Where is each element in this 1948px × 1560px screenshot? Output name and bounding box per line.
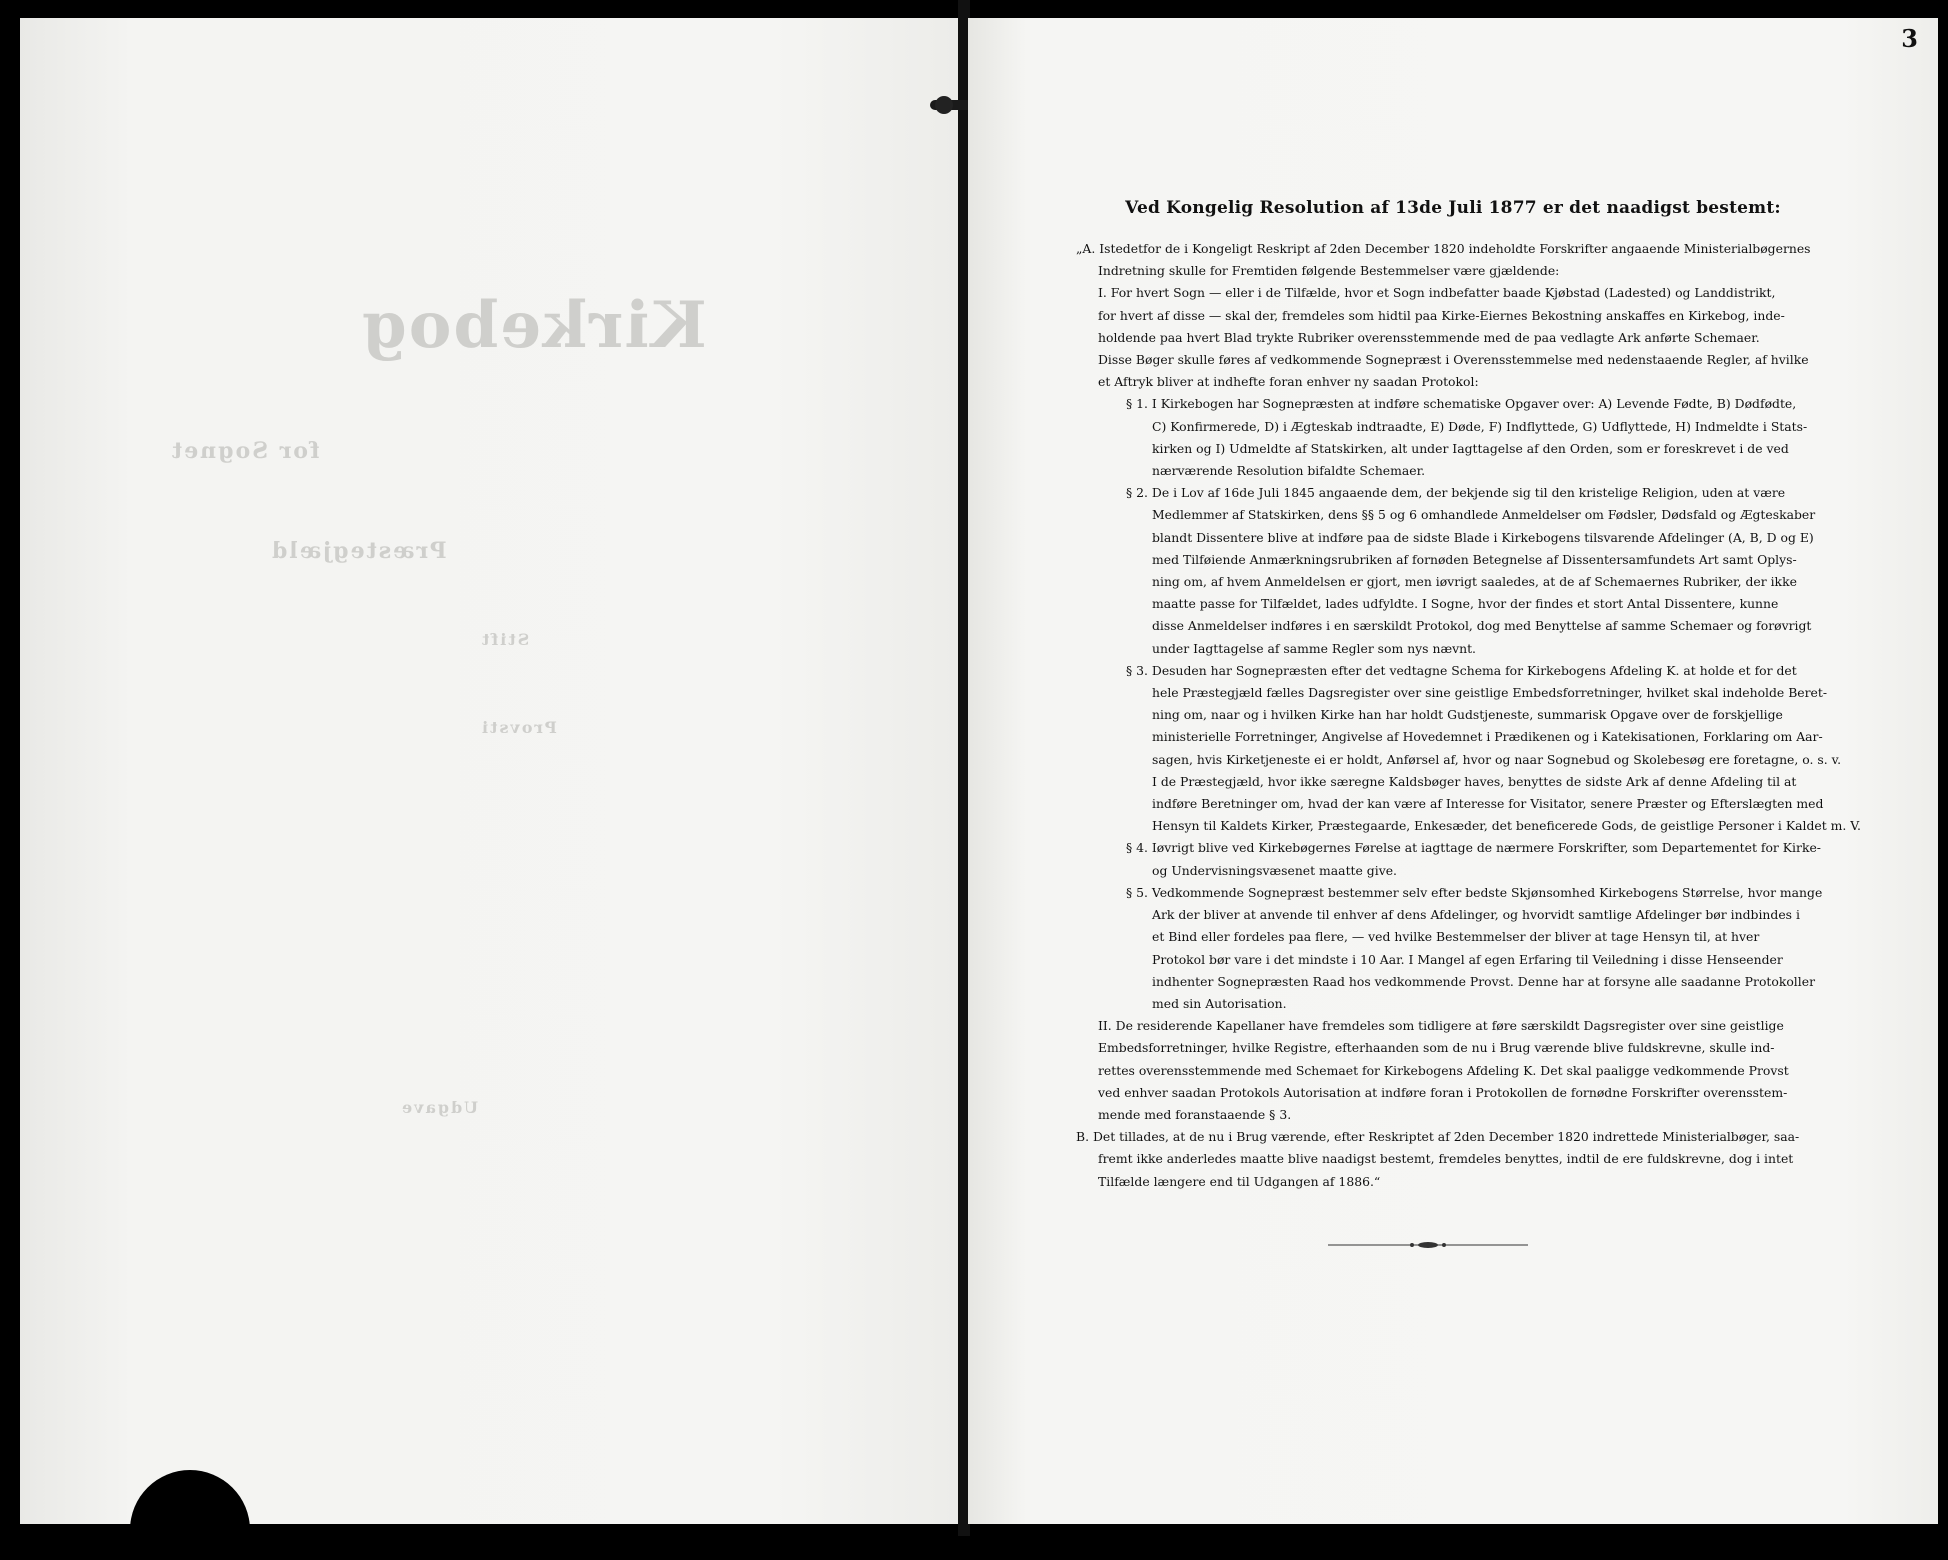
text-line: blandt Dissentere blive at indføre paa de sidste Blade i Kirkebogens tilsvarende Afdelinger (A, B, D og E) — [1152, 529, 1814, 545]
section-p2 — [1076, 482, 1898, 660]
text-line: hele Præstegjæld fælles Dagsregister over sine geistlige Embedsforretninger, hvilket skal indeholde Beret- — [1152, 685, 1828, 701]
text-line: Hensyn til Kaldets Kirker, Præstegaarde, Enkesæder, det beneficerede Gods, de geistlige Personer i Kaldet m. V. — [1152, 818, 1861, 834]
text-line: ning om, naar og i hvilken Kirke han har holdt Gudstjeneste, summarisk Opgave over de forskjellige — [1152, 707, 1783, 723]
text-line: fremt ikke anderledes maatte blive naadigst bestemt, fremdeles benyttes, indtil de ere fuldskrevne, dog i intet — [1098, 1151, 1794, 1167]
bleed-through-line: Stift — [480, 630, 530, 649]
text-line: „A. Istedetfor de i Kongeligt Reskript af 2den December 1820 indeholdte Forskrifter angaaende Ministerialbøgernes — [1076, 241, 1811, 256]
text-line: og Undervisningsvæsenet maatte give. — [1152, 862, 1397, 878]
resolution-body — [1076, 238, 1898, 1193]
resolution-heading: Ved Kongelig Resolution af 13de Juli 1877 er det naadigst bestemt: — [1125, 198, 1781, 218]
text-line: maatte passe for Tilfældet, lades udfyldte. I Sogne, hvor der findes et stort Antal Dissentere, kunne — [1152, 596, 1779, 612]
text-line: Embedsforretninger, hvilke Registre, efterhaanden som de nu i Brug værende blive fuldskrevne, skulle ind- — [1098, 1040, 1775, 1056]
text-line: § 3. Desuden har Sognepræsten efter det vedtagne Schema for Kirkebogens Afdeling K. at holde et for det — [1126, 662, 1797, 678]
text-line: nærværende Resolution bifaldte Schemaer. — [1152, 463, 1426, 479]
text-line: Medlemmer af Statskirken, dens §§ 5 og 6 omhandlede Anmeldelser om Fødsler, Dødsfald og Ægteskaber — [1152, 507, 1816, 523]
bleed-through-line: Provsti — [480, 718, 557, 737]
text-line: § 2. De i Lov af 16de Juli 1845 angaaende dem, der bekjende sig til den kristelige Religion, uden at være — [1126, 485, 1786, 501]
text-line: under Iagttagelse af samme Regler som nys nævnt. — [1152, 640, 1476, 656]
text-line: I de Præstegjæld, hvor ikke særegne Kaldsbøger haves, benyttes de sidste Ark af denne Afdeling til at — [1152, 773, 1797, 789]
text-line: II. De residerende Kapellaner have fremdeles som tidligere at føre særskildt Dagsregister over sine geistlige — [1098, 1018, 1784, 1034]
text-line: med sin Autorisation. — [1152, 995, 1287, 1011]
text-line: rettes overensstemmende med Schemaet for Kirkebogens Afdeling K. Det skal paaligge vedkommende Provst — [1098, 1062, 1789, 1078]
text-line: ministerielle Forretninger, Angivelse af Hovedemnet i Prædikenen og i Katekisationen, Forklaring om Aar- — [1152, 729, 1823, 745]
section-p4 — [1076, 837, 1898, 881]
section-II — [1076, 1015, 1898, 1126]
section-A — [1076, 238, 1898, 282]
text-line: for hvert af disse — skal der, fremdeles som hidtil paa Kirke-Eiernes Bekostning anskaffes en Kirkebog, inde- — [1098, 307, 1785, 323]
text-line: § 1. I Kirkebogen har Sognepræsten at indføre schematiske Opgaver over: A) Levende Fødte, B) Dødfødte, — [1126, 396, 1797, 412]
text-line: Indretning skulle for Fremtiden følgende Bestemmelser være gjældende: — [1098, 263, 1560, 279]
text-line: med Tilføiende Anmærkningsrubriken af fornøden Betegnelse af Dissentersamfundets Art samt Oplys- — [1152, 551, 1797, 567]
text-line: § 5. Vedkommende Sognepræst bestemmer selv efter bedste Skjønsomhed Kirkebogens Størrelse, hvor mange — [1126, 884, 1823, 900]
text-line: I. For hvert Sogn — eller i de Tilfælde, hvor et Sogn indbefatter baade Kjøbstad (Ladested) og Landdistrikt, — [1098, 285, 1776, 301]
text-line: Tilfælde længere end til Udgangen af 1886.“ — [1098, 1173, 1381, 1189]
text-line: B. Det tillades, at de nu i Brug værende, efter Reskriptet af 2den December 1820 indrettede Ministerialbøger, saa- — [1076, 1129, 1800, 1145]
text-line: holdende paa hvert Blad trykte Rubriker overensstemmende med de paa vedlagte Ark anførte Schemaer. — [1098, 329, 1760, 345]
section-I — [1076, 282, 1898, 393]
bleed-through-line: Præstegjæld — [270, 538, 447, 564]
text-line: Protokol bør vare i det mindste i 10 Aar. I Mangel af egen Erfaring til Veiledning i disse Henseender — [1152, 951, 1783, 967]
right-page — [968, 18, 1938, 1524]
bleed-through-line: Udgave — [400, 1098, 479, 1117]
bleed-through-line: for Sognet — [170, 438, 320, 464]
text-line: § 4. Iøvrigt blive ved Kirkebøgernes Førelse at iagttage de nærmere Forskrifter, som Departementet for Kirke- — [1126, 840, 1821, 856]
text-line: sagen, hvis Kirketjeneste ei er holdt, Anførsel af, hvor og naar Sognebud og Skolebesøg ere foretagne, o. s. v. — [1152, 751, 1842, 767]
text-line: et Aftryk bliver at indhefte foran enhver ny saadan Protokol: — [1098, 374, 1479, 390]
text-line: indføre Beretninger om, hvad der kan være af Interesse for Visitator, senere Præster og Efterslægten med — [1152, 796, 1824, 812]
text-line: kirken og I) Udmeldte af Statskirken, alt under Iagttagelse af den Orden, som er foreskrevet i de ved — [1152, 440, 1789, 456]
text-line: mende med foranstaaende § 3. — [1098, 1106, 1292, 1122]
text-line: ning om, af hvem Anmeldelsen er gjort, men iøvrigt saaledes, at de af Schemaernes Rubriker, der ikke — [1152, 574, 1797, 590]
section-p5 — [1076, 882, 1898, 1015]
page-number: 3 — [1901, 24, 1918, 53]
text-line: et Bind eller fordeles paa flere, — ved hvilke Bestemmelser der bliver at tage Hensyn til, at hver — [1152, 929, 1760, 945]
section-p1 — [1076, 393, 1898, 482]
text-line: Disse Bøger skulle føres af vedkommende Sognepræst i Overensstemmelse med nedenstaaende Regler, af hvilke — [1098, 352, 1809, 368]
left-page — [20, 18, 962, 1524]
text-line: Ark der bliver at anvende til enhver af dens Afdelinger, og hvorvidt samtlige Afdelinger bør indbindes i — [1152, 907, 1800, 923]
bleed-through-title: Kirkebog — [360, 288, 707, 363]
text-line: C) Konfirmerede, D) i Ægteskab indtraadte, E) Døde, F) Indflyttede, G) Udflyttede, H) Indmeldte i Stats- — [1152, 418, 1808, 434]
section-B — [1076, 1126, 1898, 1193]
text-line: disse Anmeldelser indføres i en særskildt Protokol, dog med Benyttelse af samme Schemaer og forøvrigt — [1152, 618, 1812, 634]
section-p3 — [1076, 660, 1898, 838]
text-line: ved enhver saadan Protokols Autorisation at indføre foran i Protokollen de fornødne Forskrifter overensstem- — [1098, 1084, 1788, 1100]
end-ornament — [1328, 1240, 1528, 1250]
text-line: indhenter Sognepræsten Raad hos vedkommende Provst. Denne har at forsyne alle saadanne Protokoller — [1152, 973, 1815, 989]
